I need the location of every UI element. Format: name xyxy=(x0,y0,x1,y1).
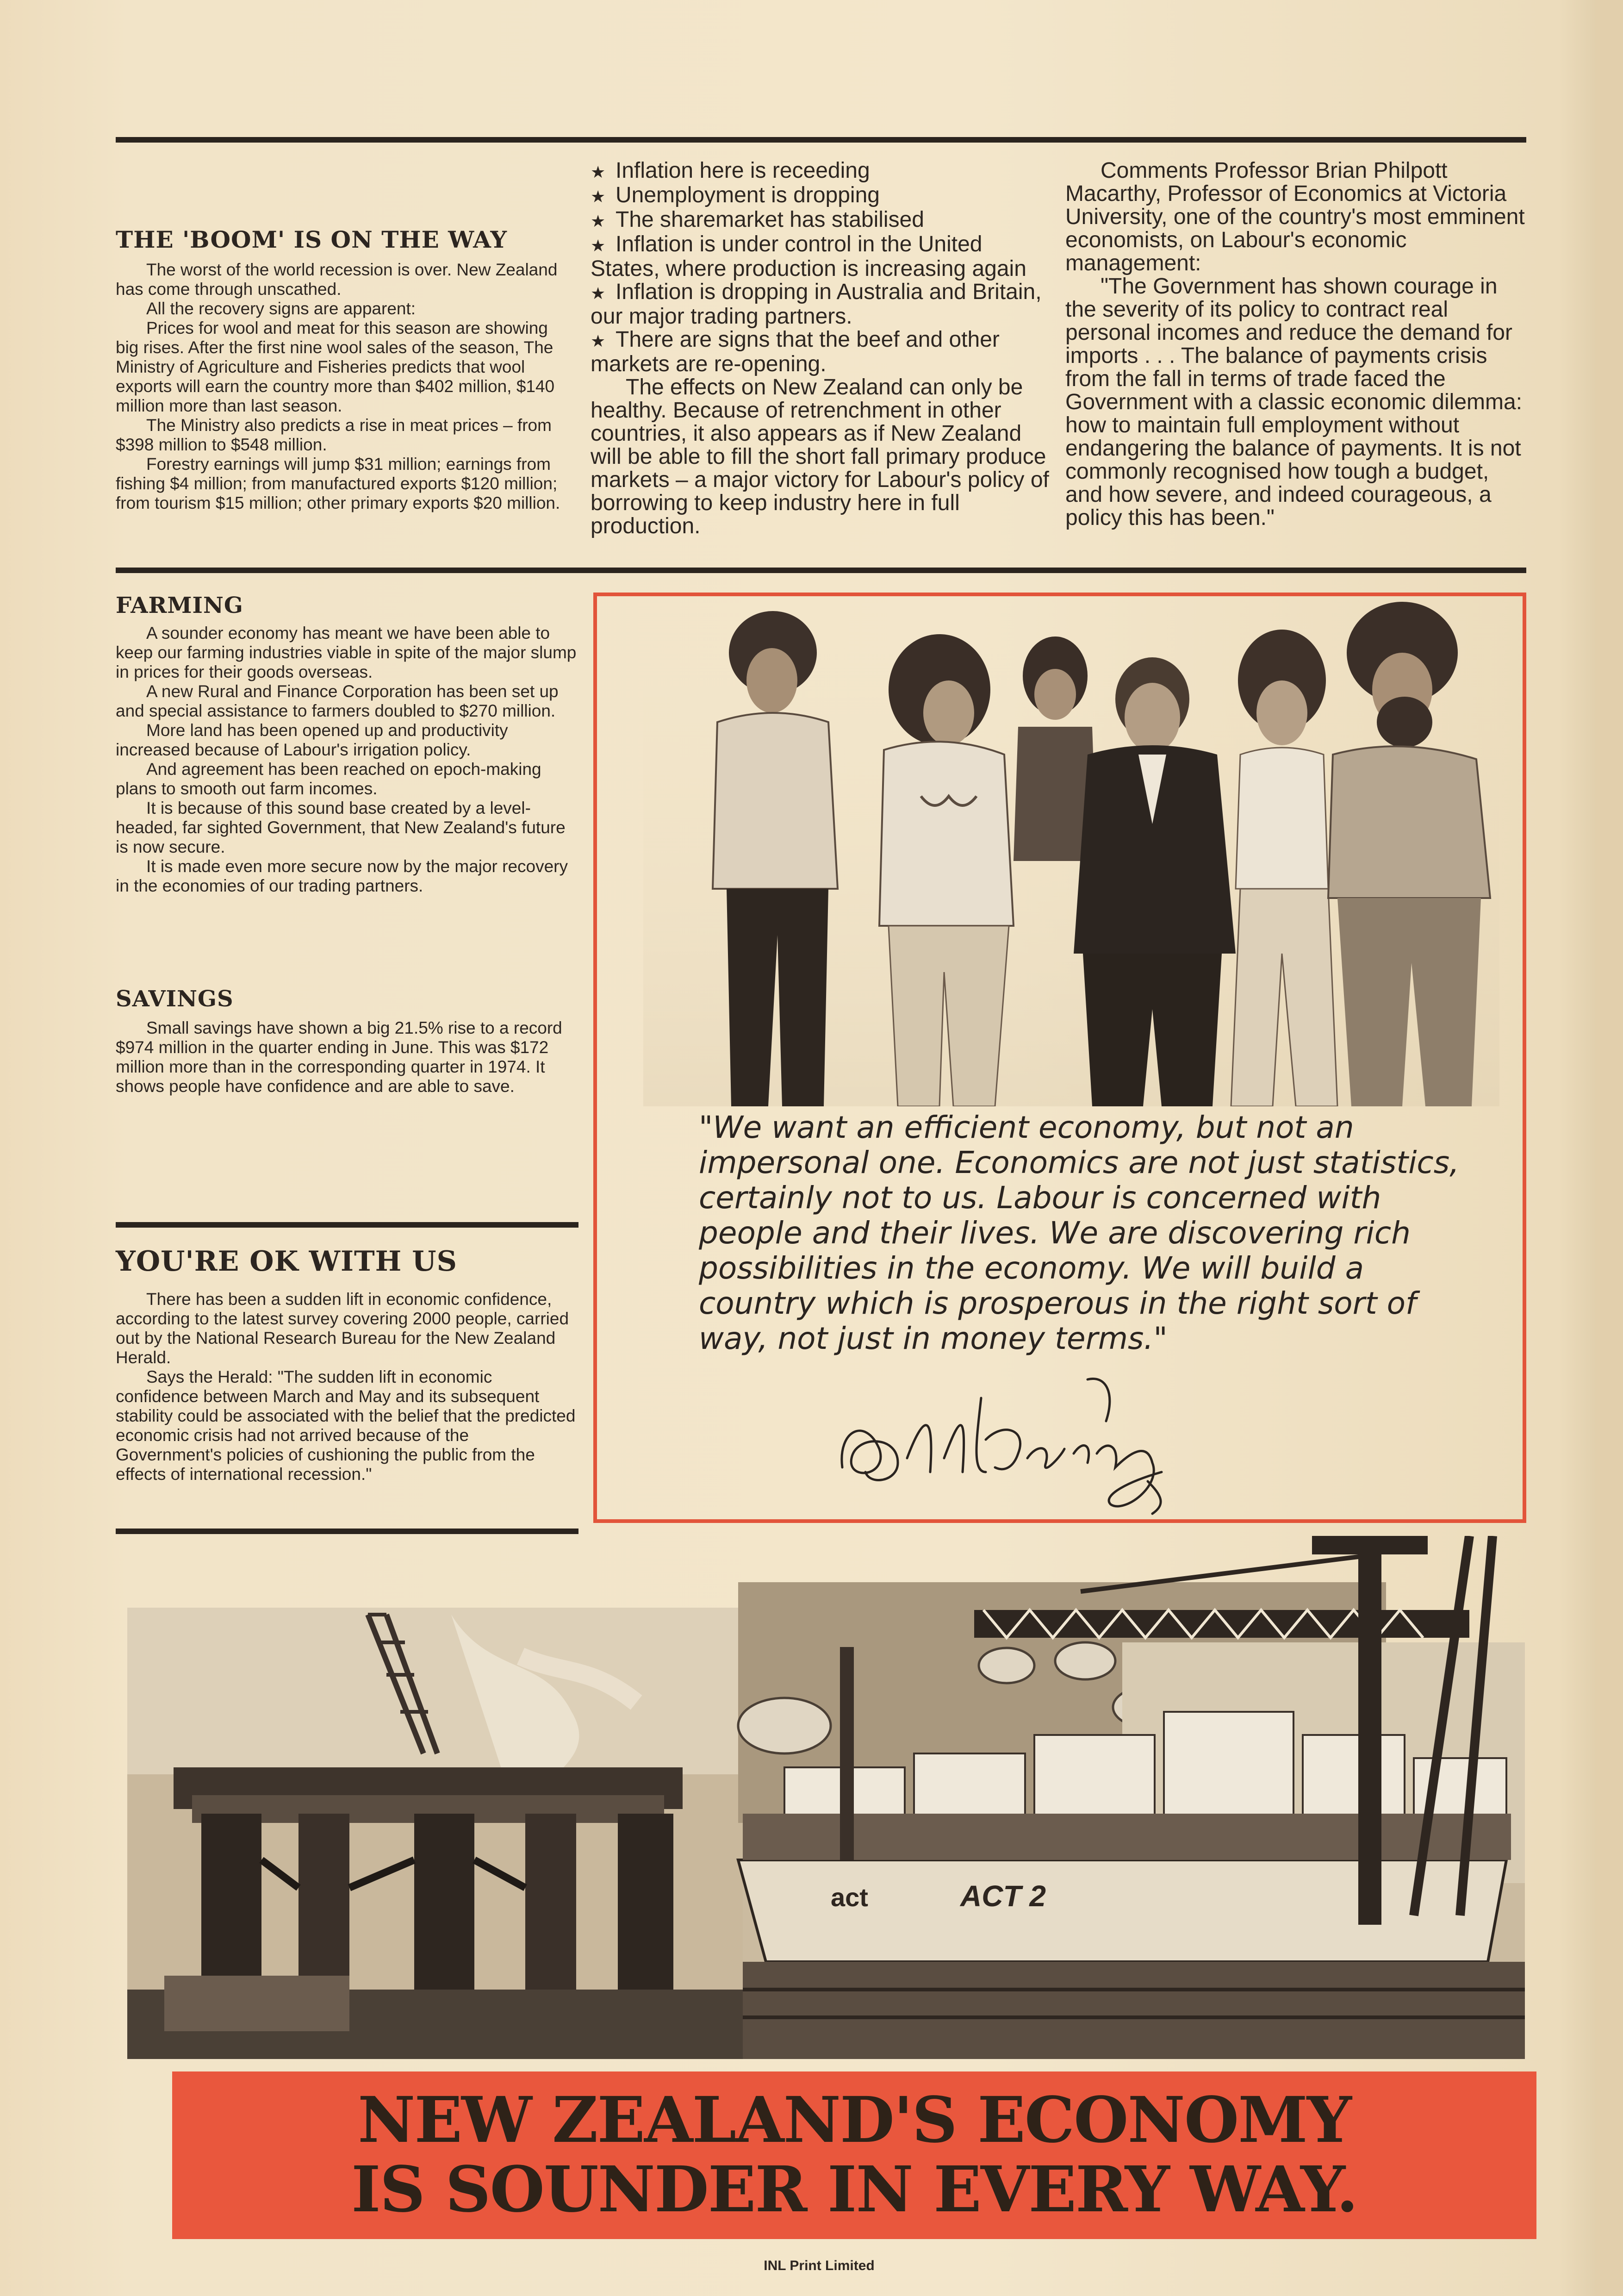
star-icon: ★ xyxy=(591,284,606,303)
savings-paragraph: Small savings have shown a big 21.5% rise to a record $974 million in the quarter ending in June. This was $172 million more than in the corresponding quarter in 1974. It shows people have confidence and are able to save. xyxy=(116,1018,562,1096)
signs-paragraph: The effects on New Zealand can only be healthy. Because of retrenchment in other countries, it also appears as if New Zealand will be able to fill the short fall primary produce markets – a major victory for Labour's policy of borrowing to keep industry here in full production. xyxy=(591,375,1049,538)
boom-paragraph: All the recovery signs are apparent: xyxy=(146,299,416,318)
recovery-signs xyxy=(591,159,1053,538)
printer-credit: INL Print Limited xyxy=(764,2258,875,2273)
sign-bullet: ★ There are signs that the beef and other markets are re-opening. xyxy=(591,327,1000,376)
farming-paragraph: A new Rural and Finance Corporation has been set up and special assistance to farmers doubled to $270 million. xyxy=(116,682,559,720)
sign-bullet: ★ Inflation is dropping in Australia and Britain, our major trading partners. xyxy=(591,280,1042,329)
boom-paragraph: Forestry earnings will jump $31 million; earnings from fishing $4 million; from manufactured exports $120 million; from tourism $15 million; other primary exports $20 million. xyxy=(116,455,560,512)
ok-article xyxy=(116,1290,578,1484)
headline-banner xyxy=(172,2071,1536,2239)
ship-logo: act xyxy=(831,1883,868,1912)
star-icon: ★ xyxy=(591,236,606,255)
banner-line-1: NEW ZEALAND'S ECONOMY xyxy=(358,2083,1351,2157)
rowling-quote: "We want an efficient economy, but not an impersonal one. Economics are not just statistics, certainly not to us. Labour is concerned with people and their lives. We are discovering rich possibilities in the economy. We will build a country which is prosperous in the right sort of way, not just in money terms." xyxy=(699,1110,1460,1356)
farming-paragraph: And agreement has been reached on epoch-making plans to smooth out farm incomes. xyxy=(116,760,541,798)
professor-quote: "The Government has shown courage in the severity of its policy to contract real personal incomes and reduce the demand for imports . . . The balance of payments crisis from the fall in terms of trade faced the Government with a classic economic dilemma: how to maintain full employment without endangering the balance of payments. It is not commonly recognised how tough a budget, and how severe, and indeed courageous, a policy this has been." xyxy=(1065,274,1523,530)
sign-bullet: ★ The sharemarket has stabilised xyxy=(591,207,924,232)
ok-paragraph: There has been a sudden lift in economic confidence, according to the latest survey covering 2000 people, carried out by the National Research Bureau for the New Zealand Herald. xyxy=(116,1290,569,1367)
professor-intro: Comments Professor Brian Philpott Macarthy, Professor of Economics at Victoria University, one of the country's most emminent economists, on Labour's economic management: xyxy=(1065,158,1525,275)
group-photo xyxy=(643,602,1499,1106)
banner-line-2: IS SOUNDER IN EVERY WAY. xyxy=(351,2152,1357,2227)
ship-label: ACT 2 xyxy=(960,1879,1046,1913)
sign-bullet: ★ Unemployment is dropping xyxy=(591,183,880,207)
ok-top-rule xyxy=(116,1222,578,1228)
ok-heading: YOU'RE OK WITH US xyxy=(116,1245,457,1278)
ok-bottom-rule xyxy=(116,1529,578,1534)
star-icon: ★ xyxy=(591,331,606,350)
savings-heading: SAVINGS xyxy=(116,986,234,1012)
farming-paragraph: More land has been opened up and productivity increased because of Labour's irrigation policy. xyxy=(116,721,508,759)
boom-heading: THE 'BOOM' IS ON THE WAY xyxy=(116,226,508,253)
sign-bullet: ★ Inflation here is receeding xyxy=(591,158,870,183)
star-icon: ★ xyxy=(591,187,606,206)
ok-paragraph: Says the Herald: "The sudden lift in economic confidence between March and May and its subsequent stability could be associated with the belief that the predicted economic crisis had not arrived because of the Government's policies of cushioning the public from the effects of international recession." xyxy=(116,1367,576,1484)
farming-paragraph: It is because of this sound base created by a level-headed, far sighted Government, that New Zealand's future is now secure. xyxy=(116,799,566,856)
farming-heading: FARMING xyxy=(116,593,243,618)
star-icon: ★ xyxy=(591,212,606,231)
farming-article xyxy=(116,624,578,896)
top-rule xyxy=(116,137,1526,143)
savings-article xyxy=(116,1018,578,1096)
professor-comment xyxy=(1065,159,1528,530)
sign-bullet: ★ Inflation is under control in the United States, where production is increasing again xyxy=(591,232,1026,281)
section-rule xyxy=(116,568,1526,573)
signature xyxy=(828,1366,1208,1518)
star-icon: ★ xyxy=(591,162,606,181)
boom-paragraph: Prices for wool and meat for this season are showing big rises. After the first nine wool sales of the season, The Ministry of Agriculture and Fisheries predicts that wool exports will earn the country more than $402 million, $140 million more than last season. xyxy=(116,318,555,415)
page-edge xyxy=(1595,0,1623,2296)
boom-article xyxy=(116,260,574,513)
farming-paragraph: A sounder economy has meant we have been able to keep our farming industries viable in spite of the major slump in prices for their goods overseas. xyxy=(116,624,577,681)
economy-photo-montage xyxy=(127,1536,1527,2059)
boom-paragraph: The Ministry also predicts a rise in meat prices – from $398 million to $548 million. xyxy=(116,416,552,454)
farming-paragraph: It is made even more secure now by the major recovery in the economies of our trading partners. xyxy=(116,857,568,895)
boom-paragraph: The worst of the world recession is over. New Zealand has come through unscathed. xyxy=(116,260,558,299)
